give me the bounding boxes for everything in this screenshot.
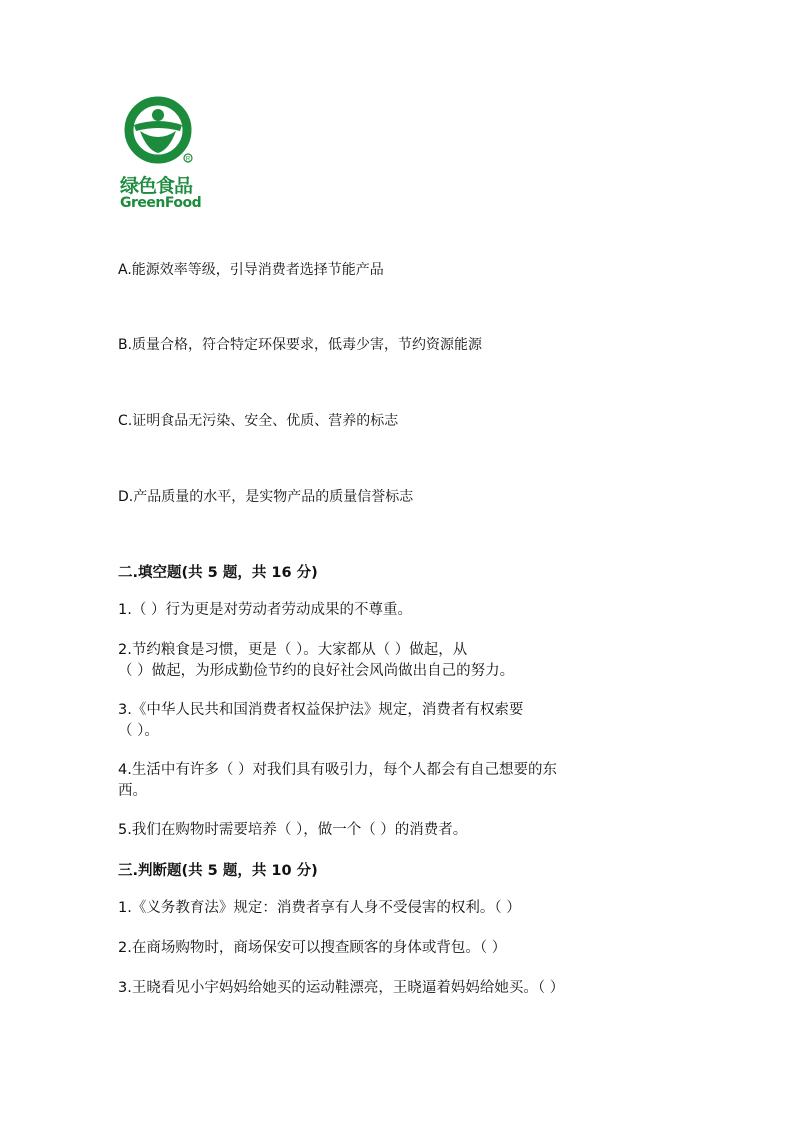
question-line: 西。 (118, 783, 147, 799)
question-line: 1.（ ）行为更是对劳动者劳动成果的不尊重。 (118, 602, 412, 618)
section-title-true-false: 三.判断题(共 5 题，共 10 分) (118, 863, 318, 879)
question-line: 3.王晓看见小宇妈妈给她买的运动鞋漂亮，王晓逼着妈妈给她买。（ ） (118, 980, 565, 996)
question-line: 1.《义务教育法》规定：消费者享有人身不受侵害的权利。（ ） (118, 900, 521, 916)
judge-question-1 (118, 898, 678, 919)
question-line: （ ）。 (118, 723, 159, 739)
judge-question-2 (118, 938, 678, 959)
fill-question-2 (118, 640, 678, 682)
option-d: D.产品质量的水平，是实物产品的质量信誉标志 (118, 489, 414, 505)
green-food-emblem-icon (120, 95, 206, 171)
question-line: 3.《中华人民共和国消费者权益保护法》规定，消费者有权索要 (118, 702, 524, 718)
logo-text-cn: 绿色食品 (120, 175, 193, 197)
svg-text:R: R (185, 156, 191, 163)
question-line: （ ）做起，为形成勤俭节约的良好社会风尚做出自己的努力。 (118, 663, 515, 679)
option-c: C.证明食品无污染、安全、优质、营养的标志 (118, 413, 399, 429)
question-line: 2.节约粮食是习惯，更是（ ）。大家都从（ ）做起，从 (118, 642, 468, 658)
judge-question-3 (118, 978, 678, 999)
fill-question-5 (118, 820, 678, 841)
fill-question-4 (118, 760, 678, 802)
option-a: A.能源效率等级，引导消费者选择节能产品 (118, 262, 384, 278)
section-title-fill-blank: 二.填空题(共 5 题，共 16 分) (118, 565, 318, 581)
question-line: 4.生活中有许多（ ）对我们具有吸引力，每个人都会有自己想要的东 (118, 762, 557, 778)
question-line: 5.我们在购物时需要培养（ ），做一个（ ）的消费者。 (118, 822, 468, 838)
fill-question-3 (118, 700, 678, 742)
option-b: B.质量合格，符合特定环保要求，低毒少害，节约资源能源 (118, 337, 483, 353)
fill-question-1 (118, 600, 678, 621)
logo-text-en: GreenFood (120, 195, 202, 211)
question-line: 2.在商场购物时，商场保安可以搜查顾客的身体或背包。（ ） (118, 940, 507, 956)
green-food-logo (120, 95, 206, 217)
